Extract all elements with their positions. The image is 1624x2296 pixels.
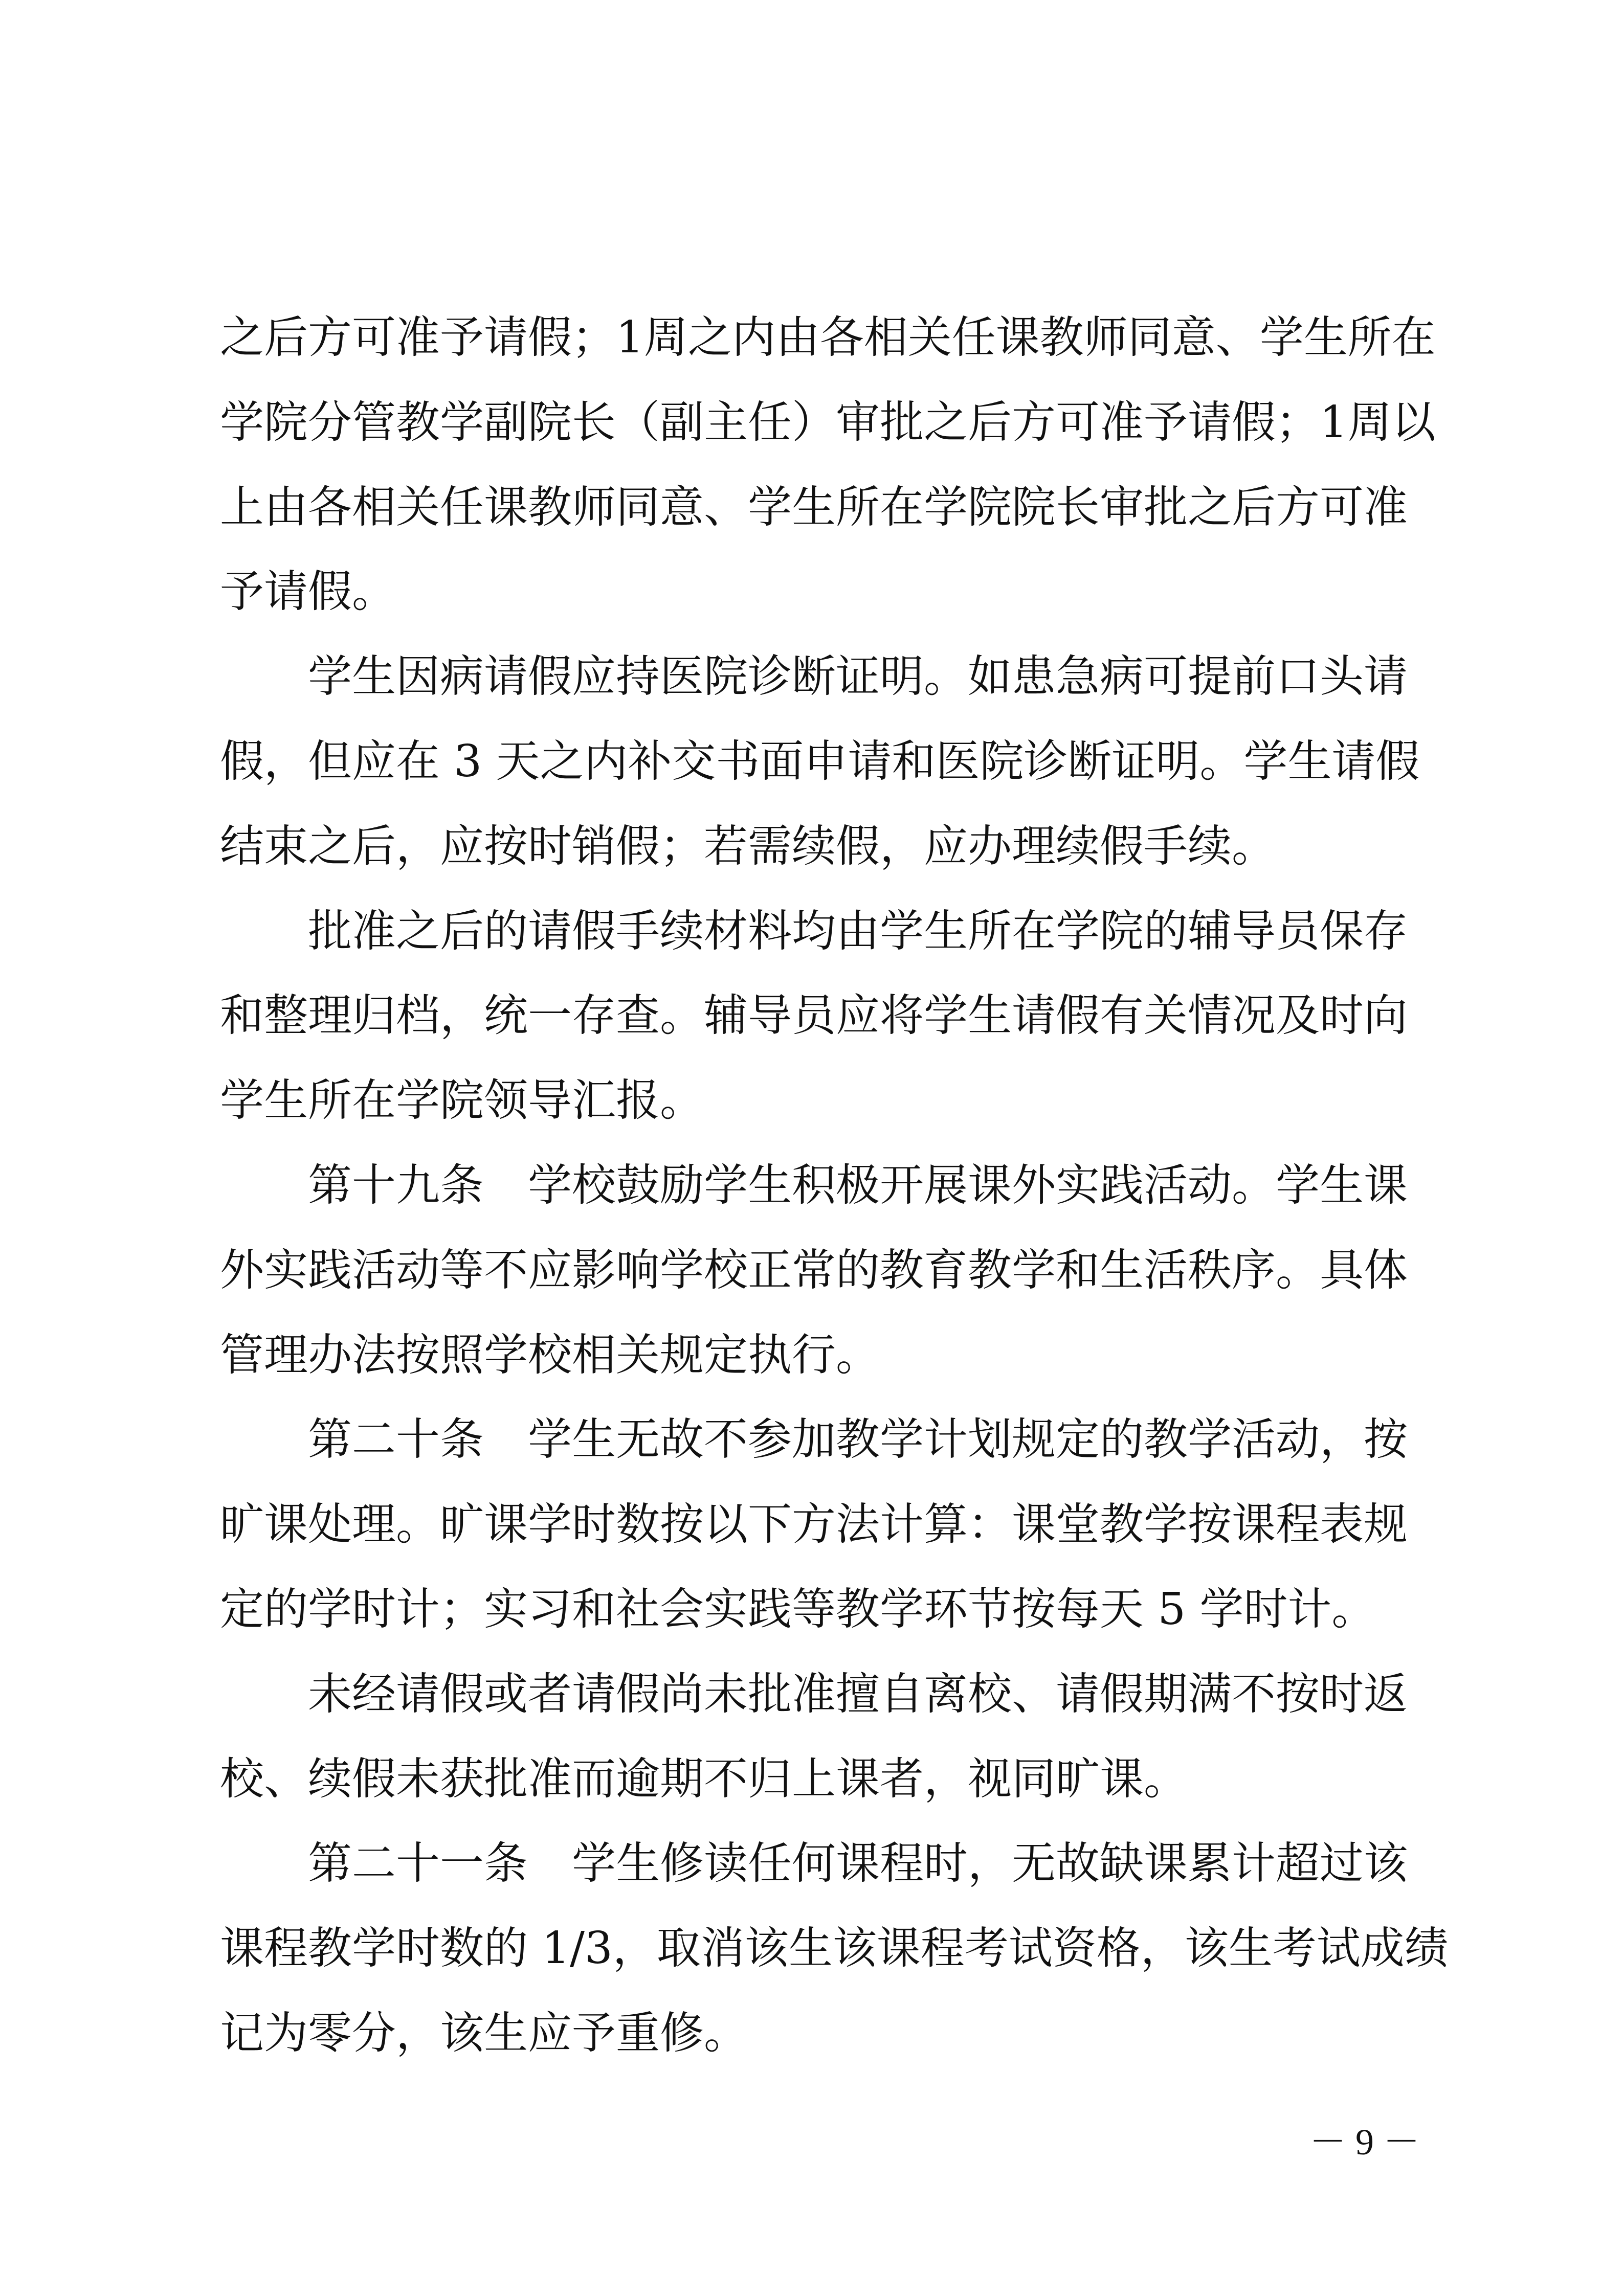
paragraph-unauthorized-absence <box>220 1652 1406 1822</box>
text-line: 学生因病请假应持医院诊断证明。如患急病可提前口头请 <box>308 651 1408 703</box>
text-line: 未经请假或者请假尚未批准擅自离校、请假期满不按时返 <box>308 1668 1408 1720</box>
page-number: － 9 － <box>1309 2122 1420 2163</box>
body-text <box>220 296 1449 2076</box>
paragraph-article-20 <box>220 1398 1406 1652</box>
text-line: 课程教学时数的 1/3，取消该生该课程考试资格，该生考试成绩 <box>220 1923 1449 1974</box>
text-line: 学院分管教学副院长（副主任）审批之后方可准予请假；1周以 <box>220 396 1436 448</box>
text-line: 第二十条 学生无故不参加教学计划规定的教学活动，按 <box>308 1414 1408 1466</box>
text-line: 管理办法按照学校相关规定执行。 <box>220 1329 880 1381</box>
text-line: 旷课处理。旷课学时数按以下方法计算：课堂教学按课程表规 <box>220 1499 1408 1550</box>
text-line: 结束之后，应按时销假；若需续假，应办理续假手续。 <box>220 820 1276 872</box>
text-line: 假，但应在 3 天之内补交书面申请和医院诊断证明。学生请假 <box>220 735 1420 787</box>
paragraph-sick-leave <box>220 635 1420 889</box>
text-line: 定的学时计；实习和社会实践等教学环节按每天 5 学时计。 <box>220 1583 1376 1635</box>
paragraph-leave-approval-continued <box>220 296 1436 635</box>
text-line: 上由各相关任课教师同意、学生所在学院院长审批之后方可准 <box>220 481 1408 533</box>
paragraph-article-21 <box>220 1821 1449 2076</box>
text-line: 记为零分，该生应予重修。 <box>220 2007 748 2059</box>
text-line: 外实践活动等不应影响学校正常的教育教学和生活秩序。具体 <box>220 1244 1408 1296</box>
text-line: 予请假。 <box>220 566 396 618</box>
text-line: 第十九条 学校鼓励学生积极开展课外实践活动。学生课 <box>308 1159 1408 1211</box>
text-line: 学生所在学院领导汇报。 <box>220 1075 704 1127</box>
text-line: 校、续假未获批准而逾期不归上课者，视同旷课。 <box>220 1753 1188 1805</box>
text-line: 批准之后的请假手续材料均由学生所在学院的辅导员保存 <box>308 905 1408 957</box>
text-line: 第二十一条 学生修读任何课程时，无故缺课累计超过该 <box>308 1838 1408 1889</box>
text-line: 之后方可准予请假；1周之内由各相关任课教师同意、学生所在 <box>220 312 1436 363</box>
paragraph-article-19 <box>220 1143 1406 1398</box>
text-line: 和整理归档，统一存查。辅导员应将学生请假有关情况及时向 <box>220 990 1408 1042</box>
paragraph-leave-records <box>220 889 1406 1143</box>
